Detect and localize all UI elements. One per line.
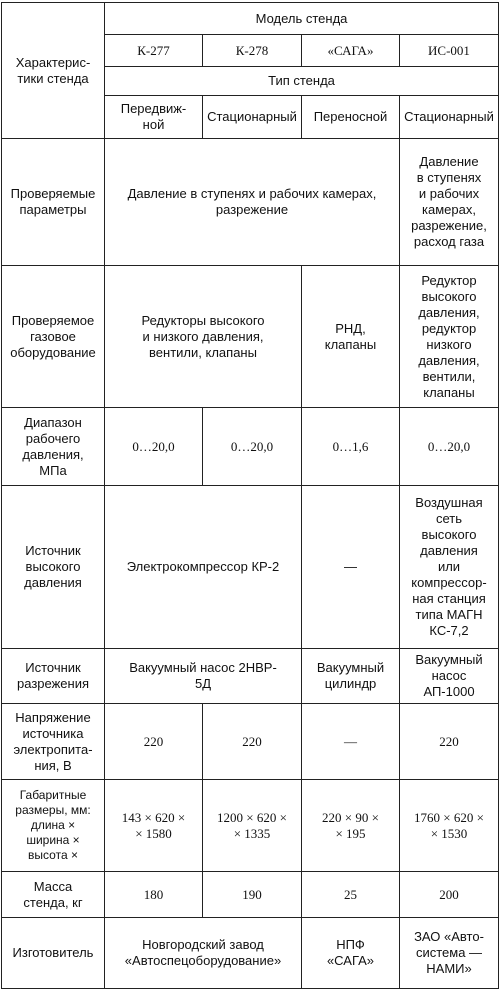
type-k278: Стационарный: [203, 96, 302, 139]
vacuum-is001: Вакуумный насос АП-1000: [400, 649, 499, 704]
source-high-label: Источник высокого давления: [2, 486, 105, 649]
voltage-is001: 220: [400, 704, 499, 780]
params-merged: Давление в ступенях и рабочих камерах, разрежение: [105, 139, 400, 266]
pressure-k278: 0…20,0: [203, 408, 302, 486]
mass-saga: 25: [302, 872, 400, 918]
pressure-saga: 0…1,6: [302, 408, 400, 486]
source-high-merged: Электрокомпрессор КР-2: [105, 486, 302, 649]
model-k277: К-277: [105, 35, 203, 67]
gas-saga: РНД, клапаны: [302, 266, 400, 408]
model-is001: ИС-001: [400, 35, 499, 67]
pressure-label: Диапазон рабочего давления, МПа: [2, 408, 105, 486]
row-params: [2, 139, 499, 266]
maker-merged: Новгородский завод «Автоспецоборудование»: [105, 918, 302, 989]
dimensions-label: Габаритные размеры, мм: длина × ширина × высота ×: [2, 780, 105, 872]
mass-label: Масса стенда, кг: [2, 872, 105, 918]
row-vacuum: [2, 649, 499, 704]
model-saga: «САГА»: [302, 35, 400, 67]
dimensions-is001: 1760 × 620 × × 1530: [400, 780, 499, 872]
type-group-label: Тип стенда: [105, 67, 499, 96]
dimensions-k277: 143 × 620 × × 1580: [105, 780, 203, 872]
params-is001: Давление в ступенях и рабочих камерах, разрежение, расход газа: [400, 139, 499, 266]
source-high-saga: —: [302, 486, 400, 649]
row-voltage: [2, 704, 499, 780]
gas-label: Проверяемое газовое оборудование: [2, 266, 105, 408]
type-k277: Передвиж- ной: [105, 96, 203, 139]
stand-specs-table: [1, 2, 499, 989]
row-gas: [2, 266, 499, 408]
maker-is001: ЗАО «Авто- система — НАМИ»: [400, 918, 499, 989]
row-source-high: [2, 486, 499, 649]
type-saga: Переносной: [302, 96, 400, 139]
pressure-is001: 0…20,0: [400, 408, 499, 486]
type-is001: Стационарный: [400, 96, 499, 139]
vacuum-saga: Вакуумный цилиндр: [302, 649, 400, 704]
voltage-k277: 220: [105, 704, 203, 780]
pressure-k277: 0…20,0: [105, 408, 203, 486]
row-maker: [2, 918, 499, 989]
vacuum-merged: Вакуумный насос 2НВР- 5Д: [105, 649, 302, 704]
maker-saga: НПФ «САГА»: [302, 918, 400, 989]
mass-k278: 190: [203, 872, 302, 918]
mass-k277: 180: [105, 872, 203, 918]
row-pressure: [2, 408, 499, 486]
source-high-is001: Воздушная сеть высокого давления или компрессор- ная станция типа МАГН КС-7,2: [400, 486, 499, 649]
gas-merged: Редукторы высокого и низкого давления, вентили, клапаны: [105, 266, 302, 408]
row-mass: [2, 872, 499, 918]
dimensions-k278: 1200 × 620 × × 1335: [203, 780, 302, 872]
gas-is001: Редуктор высокого давления, редуктор низкого давления, вентили, клапаны: [400, 266, 499, 408]
row-dimensions: [2, 780, 499, 872]
voltage-k278: 220: [203, 704, 302, 780]
dimensions-saga: 220 × 90 × × 195: [302, 780, 400, 872]
header-row-model: [2, 3, 499, 35]
vacuum-label: Источник разрежения: [2, 649, 105, 704]
voltage-saga: —: [302, 704, 400, 780]
voltage-label: Напряжение источника электропита- ния, В: [2, 704, 105, 780]
mass-is001: 200: [400, 872, 499, 918]
header-row-label: Характерис- тики стенда: [2, 3, 105, 139]
params-label: Проверяемые параметры: [2, 139, 105, 266]
model-k278: К-278: [203, 35, 302, 67]
model-group-label: Модель стенда: [105, 3, 499, 35]
maker-label: Изготовитель: [2, 918, 105, 989]
